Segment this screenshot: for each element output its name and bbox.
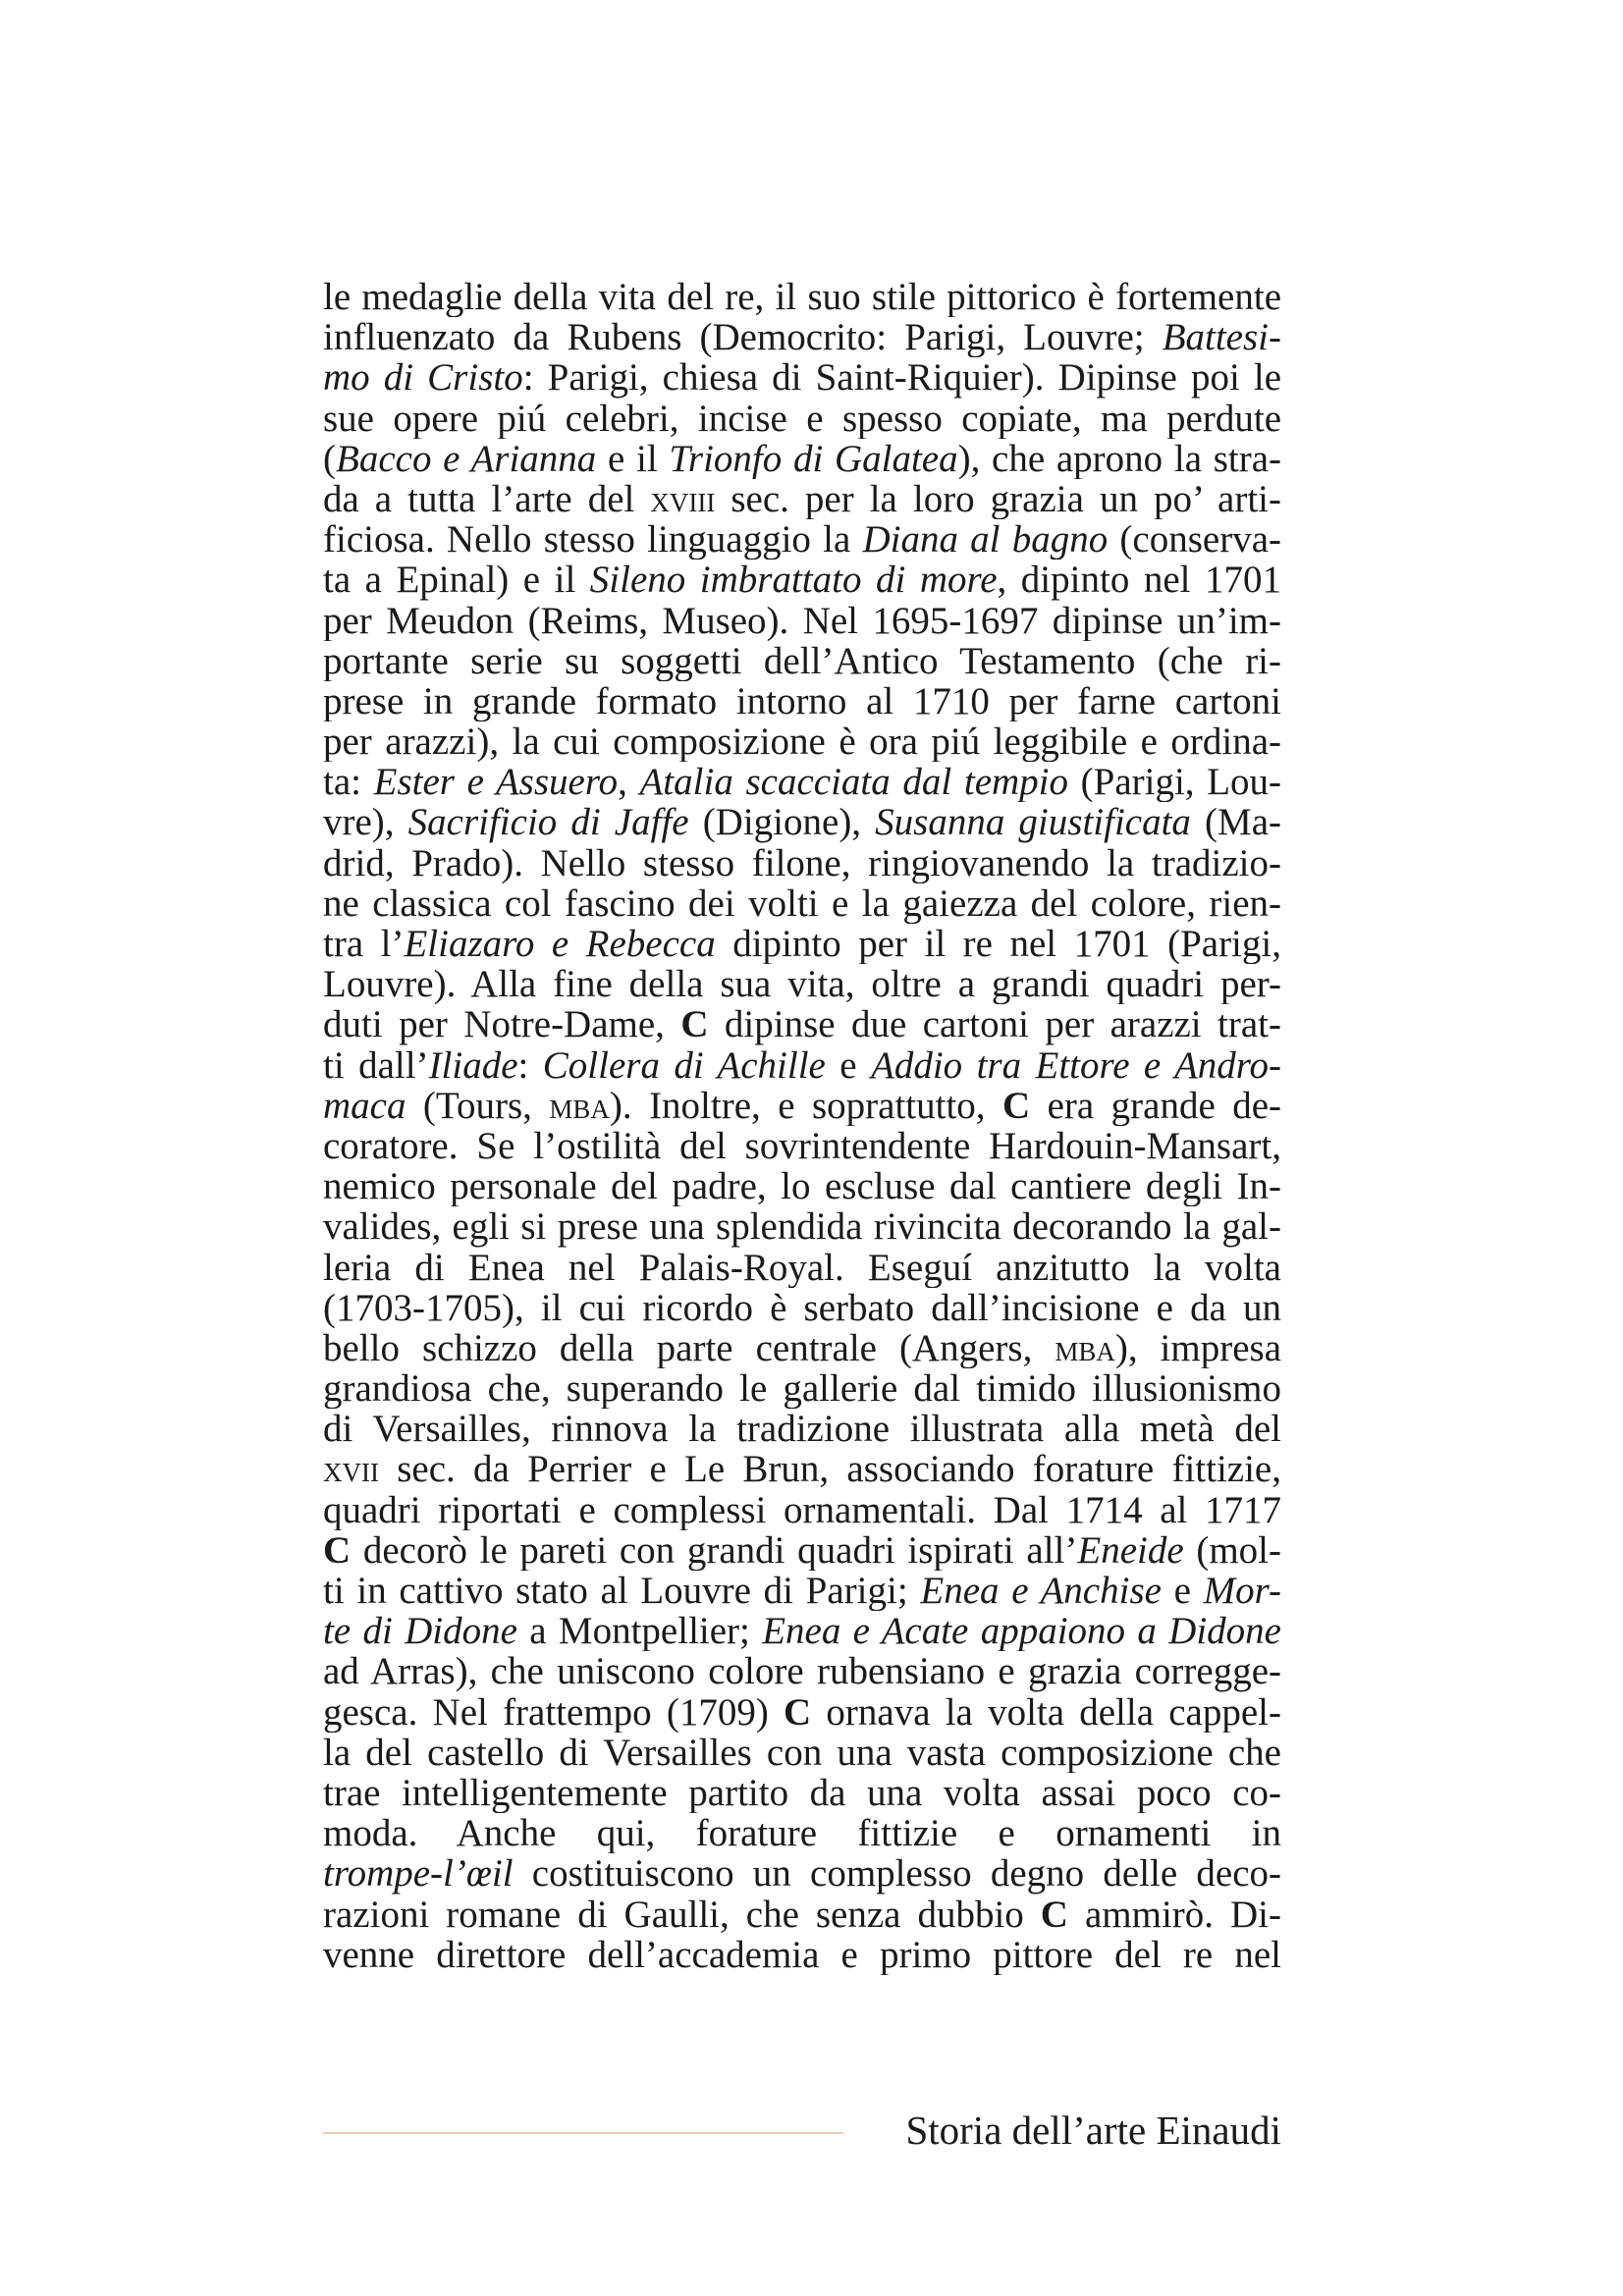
text-line [323,1248,1281,1288]
text-run: di Versailles, rinnova la tradizione illustrata alla metà del [323,1409,1281,1450]
bold-run: C [1040,1894,1068,1935]
text-line [323,762,1281,802]
text-run: ad Arras), che uniscono colore rubensiano e grazia corregge- [323,1651,1281,1692]
footer-rule [323,2132,843,2134]
text-line [323,601,1281,641]
text-line [323,802,1281,842]
text-run: moda. Anche qui, forature fittizie e ornamenti in [323,1813,1281,1854]
text-run: valides, egli si prese una splendida rivincita decorando la gal- [323,1206,1281,1248]
text-run: bello schizzo della parte centrale (Angers, [323,1327,1055,1369]
text-line [323,479,1281,519]
text-run: dipinto per il re nel 1701 (Parigi, [715,924,1281,965]
text-line [323,560,1281,600]
bold-run: C [784,1691,812,1733]
text-line [323,317,1281,357]
text-run: a Montpellier; [516,1611,763,1652]
text-line [323,1571,1281,1611]
text-run: (Parigi, Lou- [1068,762,1281,803]
text-run: ( [323,438,336,479]
text-line [323,439,1281,479]
italic-title-run: Battesi- [1162,317,1281,358]
text-run: ornava la volta della cappel- [811,1691,1281,1733]
italic-title-run: Ester e Assuero [373,762,619,803]
bold-run: C [680,1004,709,1045]
text-line [323,1692,1281,1733]
text-run: coratore. Se l’ostilità del sovrintendente Hardouin-Mansart, [323,1125,1281,1167]
text-line [323,721,1281,762]
text-line [323,1853,1281,1894]
text-line [323,1206,1281,1247]
text-line [323,1449,1281,1489]
text-run: ne classica col fascino dei volti e la gaiezza del colore, rien- [323,882,1281,924]
text-line [323,1368,1281,1409]
text-run: per arazzi), la cui composizione è ora piú leggibile e ordina- [323,721,1281,763]
text-run: da a tutta l’arte del [323,478,651,520]
italic-title-run: Addio tra Ettore e Andro- [871,1044,1281,1086]
text-line [323,1651,1281,1691]
text-line [323,641,1281,681]
text-line [323,1126,1281,1166]
text-run: , dipinto nel 1701 [997,560,1281,601]
text-run: razioni romane di Gaulli, che senza dubbio [323,1894,1041,1935]
text-run: grandiosa che, superando le gallerie dal timido illusionismo [323,1368,1281,1410]
text-line [323,843,1281,883]
text-line [323,1935,1281,1975]
text-run: era grande de- [1030,1085,1281,1126]
italic-title-run: Susanna giustificata [875,802,1191,843]
italic-title-run: Sacrificio di Jaffe [407,802,689,843]
text-line [323,1166,1281,1206]
text-run: nemico personale del padre, lo escluse dal cantiere degli In- [323,1166,1281,1207]
text-run: (Digione), [688,802,876,843]
italic-title-run: Bacco e Arianna [336,438,597,479]
text-line [323,883,1281,924]
text-line [323,519,1281,560]
text-line [323,1773,1281,1813]
text-line [323,1409,1281,1449]
text-run: drid, Prado). Nello stesso filone, ringiovanendo la tradizio- [323,842,1281,883]
text-run: ), che aprono la stra- [957,438,1281,479]
text-line [323,681,1281,721]
text-run: venne direttore dell’accademia e primo pittore del re nel [323,1934,1281,1975]
italic-title-run: maca [323,1085,406,1126]
text-run: influenzato da Rubens (Democrito: Parigi, Louvre; [323,317,1163,358]
text-run: leria di Enea nel Palais-Royal. Eseguí anzitutto la volta [323,1247,1281,1288]
text-line [323,924,1281,964]
text-line [323,1086,1281,1126]
small-caps-run: mba [549,1085,610,1126]
text-line [323,1328,1281,1368]
text-run: le medaglie della vita del re, il suo stile pittorico è fortemente [323,277,1281,318]
text-run: sec. per la loro grazia un po’ arti- [715,478,1281,520]
text-run: e il [596,438,670,479]
text-line [323,1895,1281,1935]
italic-title-run: Trionfo di Galatea [669,438,958,479]
text-run: ti dall’ [323,1044,429,1086]
text-line [323,1288,1281,1328]
italic-title-run: Atalia scacciata dal tempio [639,762,1069,803]
italic-title-run: Enea e Anchise [920,1571,1162,1612]
text-run: , [618,762,640,803]
text-run: (conserva- [1108,519,1281,561]
text-run: ), impresa [1114,1327,1281,1369]
text-run: e [1161,1571,1204,1612]
small-caps-run: xvii [323,1449,379,1490]
italic-title-run: Enea e Acate appaiono a Didone [762,1611,1281,1652]
text-run: ficiosa. Nello stesso linguaggio la [323,519,863,561]
bold-run: C [323,1529,352,1571]
small-caps-run: mba [1055,1327,1115,1369]
text-run: : Parigi, chiesa di Saint-Riquier). Dipinse poi le [522,357,1281,399]
text-line [323,1004,1281,1044]
italic-title-run: mo di Cristo [323,357,523,399]
text-line [323,1611,1281,1651]
text-run: sec. da Perrier e Le Brun, associando forature fittizie, [378,1449,1281,1490]
text-line [323,1733,1281,1773]
italic-title-run: trompe-l’œil [323,1853,514,1895]
italic-title-run: Mor- [1203,1571,1281,1612]
text-run: decorò le pareti con grandi quadri ispirati all’ [351,1529,1078,1571]
text-line [323,1045,1281,1086]
text-run: quadri riportati e complessi ornamentali. Dal 1714 al 1717 [323,1489,1281,1530]
small-caps-run: xviii [650,478,716,520]
text-run: ta a Epinal) e il [323,560,590,601]
footer-publication-label: Storia dell’arte Einaudi [905,2108,1281,2153]
text-line [323,1813,1281,1853]
text-line [323,357,1281,398]
text-run: duti per Notre-Dame, [323,1004,681,1045]
text-run: e [825,1044,871,1086]
text-run: portante serie su soggetti dell’Antico Testamento (che ri- [323,640,1281,681]
text-line [323,964,1281,1004]
text-run: ammirò. Di- [1067,1894,1281,1935]
text-run: per Meudon (Reims, Museo). Nel 1695-1697 dipinse un’im- [323,600,1281,641]
text-run: dipinse due cartoni per arazzi trat- [708,1004,1281,1045]
text-run: (Tours, [406,1085,550,1126]
italic-title-run: Iliade [428,1044,518,1086]
text-run: (1703-1705), il cui ricordo è serbato dall’incisione e da un [323,1287,1281,1328]
text-run: Louvre). Alla fine della sua vita, oltre a grandi quadri per- [323,964,1281,1005]
text-line [323,277,1281,317]
text-run: : [517,1044,543,1086]
text-line [323,399,1281,439]
italic-title-run: Sileno imbrattato di more [589,560,998,601]
text-run: vre), [323,802,408,843]
text-line [323,1490,1281,1530]
italic-title-run: Diana al bagno [862,519,1109,561]
text-run: tra l’ [323,924,405,965]
text-run: ti in cattivo stato al Louvre di Parigi; [323,1571,921,1612]
text-run: costituiscono un complesso degno delle deco- [513,1853,1281,1895]
text-run: la del castello di Versailles con una vasta composizione che [323,1732,1281,1773]
text-run: gesca. Nel frattempo (1709) [323,1691,784,1733]
text-run: (mol- [1183,1529,1281,1571]
text-line [323,1530,1281,1571]
bold-run: C [1001,1085,1031,1126]
body-text [323,277,1281,1975]
text-run: ta: [323,762,374,803]
text-run: (Ma- [1190,802,1281,843]
italic-title-run: te di Didone [323,1611,517,1652]
text-run: sue opere piú celebri, incise e spesso copiate, ma perdute [323,398,1281,439]
italic-title-run: Eliazaro e Rebecca [404,924,716,965]
text-run: prese in grande formato intorno al 1710 per farne cartoni [323,680,1281,722]
italic-title-run: Eneide [1077,1529,1184,1571]
italic-title-run: Collera di Achille [542,1044,826,1086]
text-run: trae intelligentemente partito da una volta assai poco co- [323,1772,1281,1814]
text-run: ). Inoltre, e soprattutto, [609,1085,1002,1126]
